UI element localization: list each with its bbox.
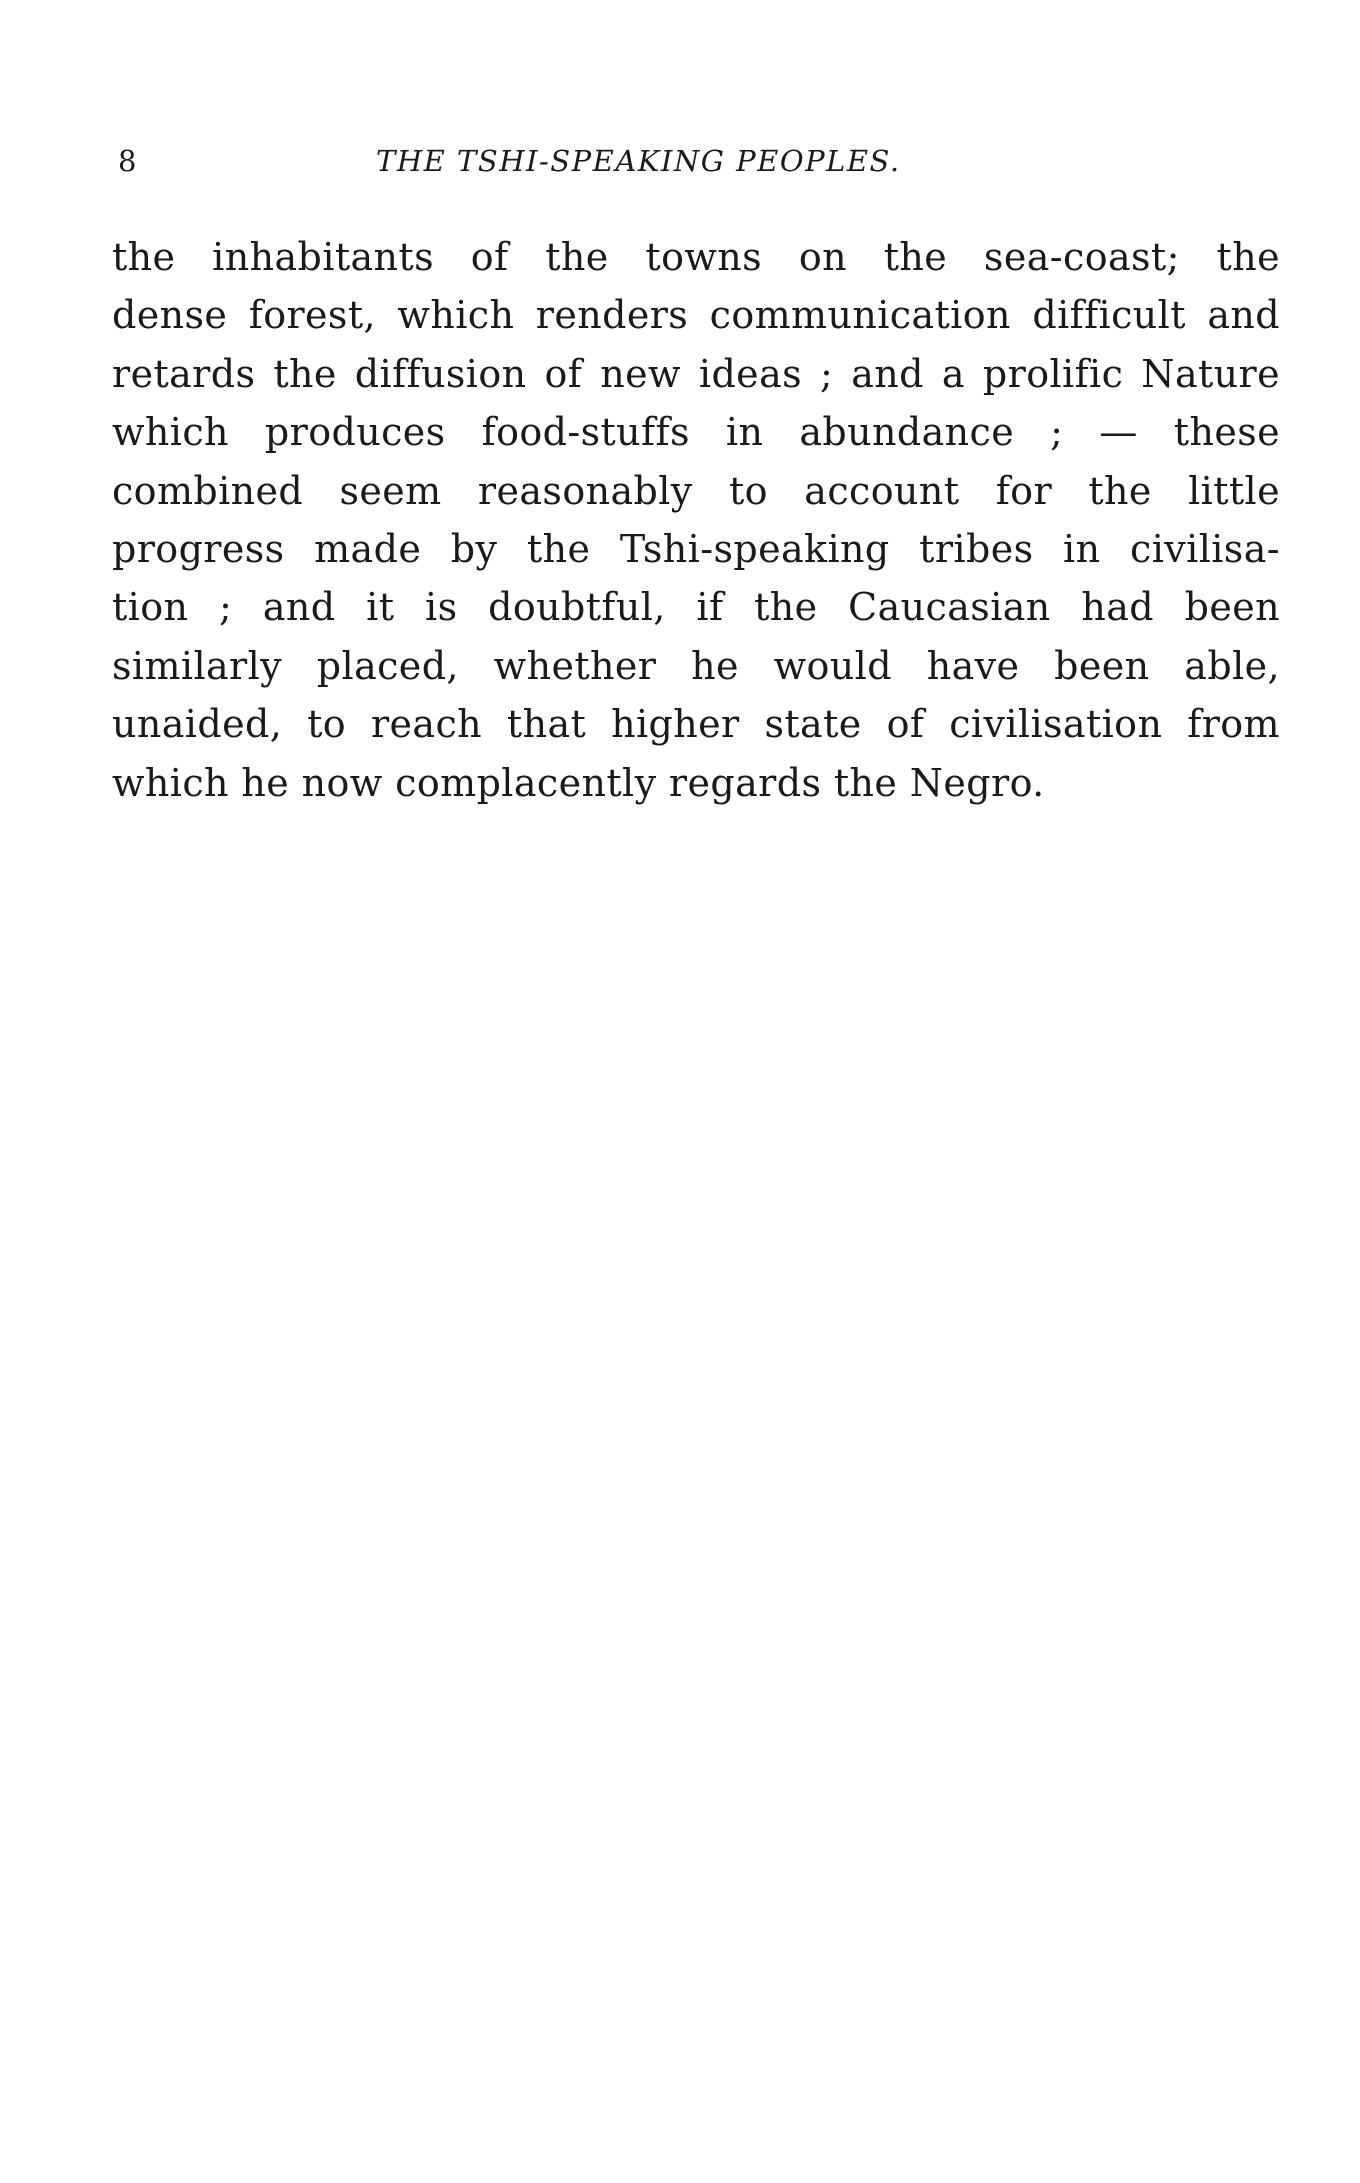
- body-paragraph: [112, 228, 1280, 812]
- text-line: unaided, to reach that higher state of civilisation from: [112, 702, 1280, 747]
- text-line: tion ; and it is doubtful, if the Caucasian had been: [112, 585, 1280, 630]
- page-number: 8: [118, 144, 137, 178]
- text-line: combined seem reasonably to account for the little: [112, 468, 1280, 513]
- text-line: retards the diffusion of new ideas ; and a prolific Nature: [112, 351, 1280, 396]
- running-title: THE TSHI-SPEAKING PEOPLES.: [376, 144, 901, 178]
- text-line: dense forest, which renders communication difficult and: [112, 293, 1280, 338]
- text-line: the inhabitants of the towns on the sea-coast; the: [112, 235, 1280, 279]
- text-line: which he now complacently regards the Negro.: [112, 760, 1045, 805]
- text-line: progress made by the Tshi-speaking tribes in civilisa-: [112, 527, 1280, 572]
- running-head: [112, 144, 1032, 184]
- text-line: similarly placed, whether he would have been able,: [112, 643, 1280, 688]
- text-line: which produces food-stuffs in abundance ; — these: [112, 410, 1280, 455]
